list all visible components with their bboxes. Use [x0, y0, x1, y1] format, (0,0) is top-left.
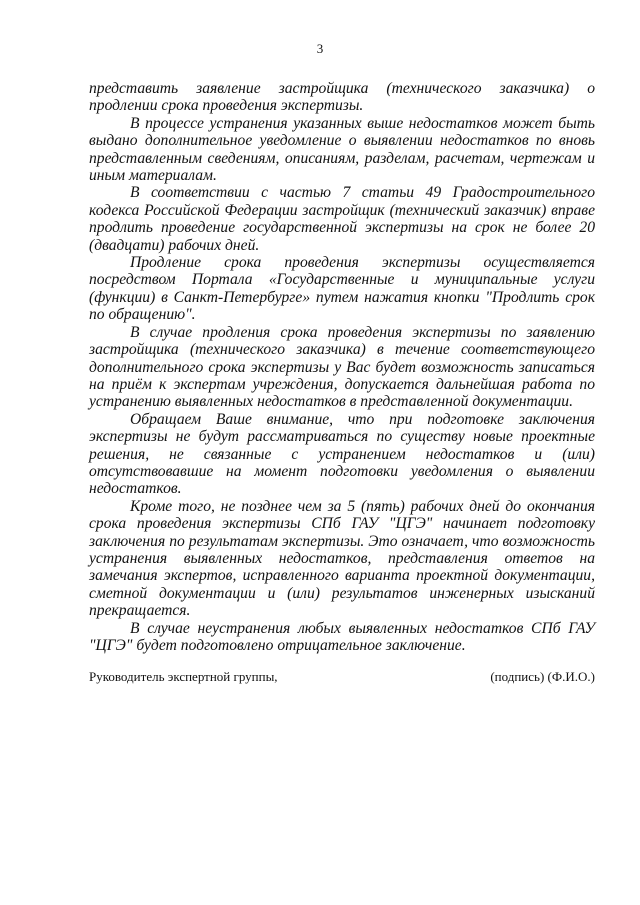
- page-number: 3: [316, 41, 324, 56]
- document-body: [89, 80, 595, 654]
- paragraph-extension-portal: Продление срока проведения экспертизы осуществляется посредством Портала «Государственные и муниципальные услуги (функции) в Санкт-Петербурге» путем нажатия кнопки "Продлить срок по обращению".: [89, 254, 595, 324]
- signature-role: Руководитель экспертной группы,: [89, 669, 278, 684]
- paragraph-continuation: представить заявление застройщика (технического заказчика) о продлении срока проведения экспертизы.: [89, 80, 595, 115]
- paragraph-negative-conclusion: В случае неустранения любых выявленных недостатков СПб ГАУ "ЦГЭ" будет подготовлено отрицательное заключение.: [89, 619, 595, 654]
- paragraph-deadline: Кроме того, не позднее чем за 5 (пять) рабочих дней до окончания срока проведения экспертизы СПб ГАУ "ЦГЭ" начинает подготовку заключения по результатам экспертизы. Это означает, что возможность устранения выявленных недостатков, представления ответов на замечания экспертов, исправленного варианта проектной документации, сметной документации и (или) результатов инженерных изысканий прекращается.: [89, 497, 595, 620]
- signature-line: [89, 669, 595, 685]
- paragraph-extension-consultation: В случае продления срока проведения экспертизы по заявлению застройщика (технического заказчика) в течение соответствующего дополнительного срока экспертизы у Вас будет возможность записаться на приём к экспертам учреждения, допускается дальнейшая работа по устранению выявленных недостатков в представленной документации.: [89, 323, 595, 411]
- paragraph-additional-notice: В процессе устранения указанных выше недостатков может быть выдано дополнительное уведомление о выявлении недостатков по вновь представленным сведениям, описаниям, разделам, расчетам, чертежам и иным материалам.: [89, 114, 595, 185]
- paragraph-extension-right: В соответствии с частью 7 статьи 49 Градостроительного кодекса Российской Федерации застройщик (технический заказчик) вправе продлить проведение государственной экспертизы на срок не более 20 (двадцати) рабочих дней.: [89, 184, 595, 254]
- paragraph-attention: Обращаем Ваше внимание, что при подготовке заключения экспертизы не будут рассматриваться по существу новые проектные решения, не связанные с устранением недостатков и (или) отсутствовавшие на момент подготовки уведомления о выявлении недостатков.: [89, 410, 595, 498]
- signature-placeholder: (подпись) (Ф.И.О.): [490, 669, 595, 684]
